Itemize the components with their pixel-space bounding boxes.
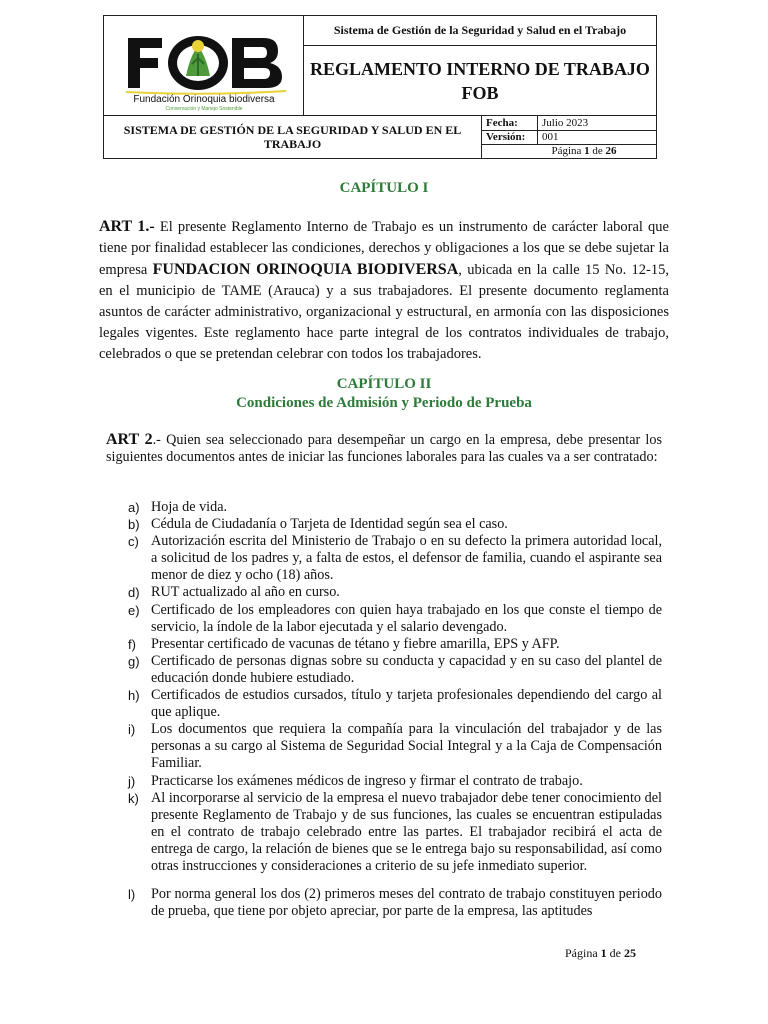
list-item: i) Los documentos que requiera la compañía para la vinculación del trabajador y de las personas a su cargo al Sistema de Seguridad Social Integral y a la Caja de Compensación Familiar. — [128, 721, 662, 772]
list-item: d) RUT actualizado al año en curso. — [128, 584, 340, 601]
title-line-1: REGLAMENTO INTERNO DE TRABAJO — [310, 58, 650, 79]
list-item: h) Certificados de estudios cursados, título y tarjeta profesionales dependiendo del cargo al que aplique. — [128, 687, 662, 721]
version-value: 001 — [542, 131, 559, 143]
company-name: FUNDACION ORINOQUIA BIODIVERSA — [152, 261, 459, 278]
version-row — [482, 130, 656, 145]
version-label: Versión: — [486, 131, 526, 143]
chapter-2-subtitle: Condiciones de Admisión y Periodo de Prueba — [236, 395, 532, 411]
list-item: g) Certificado de personas dignas sobre su conducta y capacidad y en su caso del plantel de educación donde hubiere estudiado. — [128, 652, 662, 686]
list-item: j) Practicarse los exámenes médicos de ingreso y firmar el contrato de trabajo. — [128, 772, 583, 789]
list-item: c) Autorización escrita del Ministerio de Trabajo o en su defecto la primera autoridad local, a solicitud de los padres y, a falta de estos, el defensor de familia, cuando el aspirante sea menor de diez y ocho (18) años. — [128, 533, 662, 584]
article-1: ART 1.- El presente Reglamento Interno de Trabajo es un instrumento de carácter laboral que tiene por finalidad establecer las condiciones, derechos y obligaciones a los que se debe sujetar la empresa FUNDACION ORINOQUIA BIODIVERSA, ubicada en la calle 15 No. 12-15, en el municipio de TAME (Arauca) y a sus trabajadores. El presente documento reglamenta asuntos de carácter administrativo, organizacional y estructural, en armonía con las disposiciones legales vigentes. Este reglamento hace parte integral de los contratos individuales de trabajo, celebrados o que se pretendan celebrar con todos los trabajadores. — [99, 218, 669, 362]
document-meta — [482, 116, 656, 158]
system-title-bottom: SISTEMA DE GESTIÓN DE LA SEGURIDAD Y SALUD EN EL TRABAJO — [104, 116, 482, 158]
article-1-lead: ART 1.- — [99, 218, 155, 235]
logo-name: Fundación Orinoquia biodiversa — [133, 94, 275, 105]
document-header — [103, 15, 657, 159]
logo-tagline: Conservación y Manejo Sostenible — [165, 106, 243, 112]
logo-cell — [104, 16, 304, 116]
requirements-list — [128, 499, 662, 920]
fecha-value: Julio 2023 — [542, 117, 589, 129]
article-2: ART 2.- Quien sea seleccionado para desempeñar un cargo en la empresa, debe presentar los siguientes documentos antes de iniciar las funciones laborales para las cuales va a ser contratado: — [106, 431, 662, 465]
document-title — [304, 46, 656, 116]
fecha-label: Fecha: — [486, 117, 518, 129]
list-item: l) Por norma general los dos (2) primeros meses del contrato de trabajo constituyen periodo de prueba, que tiene por objeto apreciar, por parte de la empresa, las aptitudes — [128, 886, 662, 920]
page-footer: Página 1 de 25 — [565, 946, 636, 960]
list-item: b) Cédula de Ciudadanía o Tarjeta de Identidad según sea el caso. — [128, 516, 508, 533]
fecha-row — [482, 116, 656, 131]
page-count: Página 1 de 26 — [551, 145, 617, 157]
list-item: e) Certificado de los empleadores con quien haya trabajado en los que conste el tiempo de servicio, la índole de la labor ejecutada y el salario devengado. — [128, 601, 662, 635]
list-item: a) Hoja de vida. — [128, 499, 228, 515]
fob-logo — [104, 16, 304, 116]
article-2-lead: ART 2 — [106, 431, 153, 448]
system-title-top: Sistema de Gestión de la Seguridad y Salud en el Trabajo — [304, 16, 656, 46]
chapter-1-title: CAPÍTULO I — [339, 180, 429, 196]
title-line-2: FOB — [461, 82, 499, 103]
list-item: k) Al incorporarse al servicio de la empresa el nuevo trabajador debe tener conocimiento del presente Reglamento de Trabajo y de sus funciones, las cuales se encuentran estipuladas en el contrato de trabajo celebrado entre las partes. El trabajador recibirá el acta de entrega de cargo, la relación de bienes que se le entrega bajo su responsabilidad, así como otras instrucciones y consideraciones a criterio de su jefe inmediato superior. — [128, 789, 662, 874]
chapter-2-title: CAPÍTULO II — [336, 376, 432, 392]
list-item: f) Presentar certificado de vacunas de tétano y fiebre amarilla, EPS y AFP. — [128, 635, 560, 652]
